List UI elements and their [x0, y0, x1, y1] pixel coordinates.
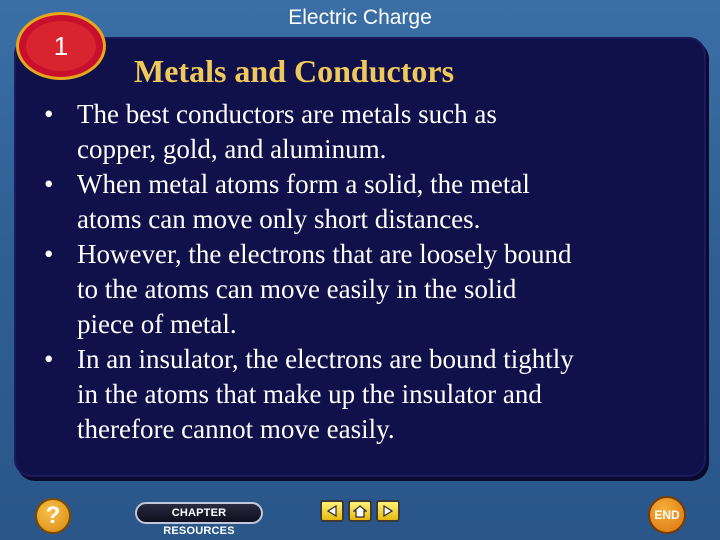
bullet-list [44, 97, 694, 447]
triangle-right-icon [382, 505, 394, 517]
bullet-item [44, 97, 694, 167]
bullet-item [44, 237, 694, 342]
previous-button[interactable] [320, 500, 344, 522]
bullet-line: The best conductors are metals such as [77, 99, 497, 129]
bullet-line: However, the electrons that are loosely bound [77, 239, 572, 269]
section-number: 1 [26, 21, 96, 71]
bullet-item [44, 342, 694, 447]
bullet-marker: • [44, 239, 54, 269]
chapter-resources-button[interactable]: CHAPTER RESOURCES [135, 502, 263, 524]
page-header-title: Electric Charge [288, 6, 432, 29]
bullet-marker: • [44, 344, 54, 374]
bullet-line: In an insulator, the electrons are bound tightly [77, 344, 574, 374]
footer-navigation [0, 490, 720, 540]
next-button[interactable] [376, 500, 400, 522]
bullet-line: therefore cannot move easily. [77, 414, 395, 444]
bullet-marker: • [44, 169, 54, 199]
bullet-line: When metal atoms form a solid, the metal [77, 169, 530, 199]
bullet-line: atoms can move only short distances. [77, 204, 481, 234]
triangle-left-icon [326, 505, 338, 517]
bullet-line: copper, gold, and aluminum. [77, 134, 387, 164]
section-number-badge [16, 12, 106, 80]
bullet-line: to the atoms can move easily in the solid [77, 274, 517, 304]
bullet-line: in the atoms that make up the insulator and [77, 379, 542, 409]
house-icon [353, 505, 367, 518]
slide-title: Metals and Conductors [134, 53, 455, 89]
home-button[interactable] [348, 500, 372, 522]
bullet-marker: • [44, 99, 54, 129]
end-button[interactable]: END [648, 496, 686, 534]
bullet-line: piece of metal. [77, 309, 237, 339]
help-button[interactable]: ? [35, 498, 71, 534]
bullet-item [44, 167, 694, 237]
